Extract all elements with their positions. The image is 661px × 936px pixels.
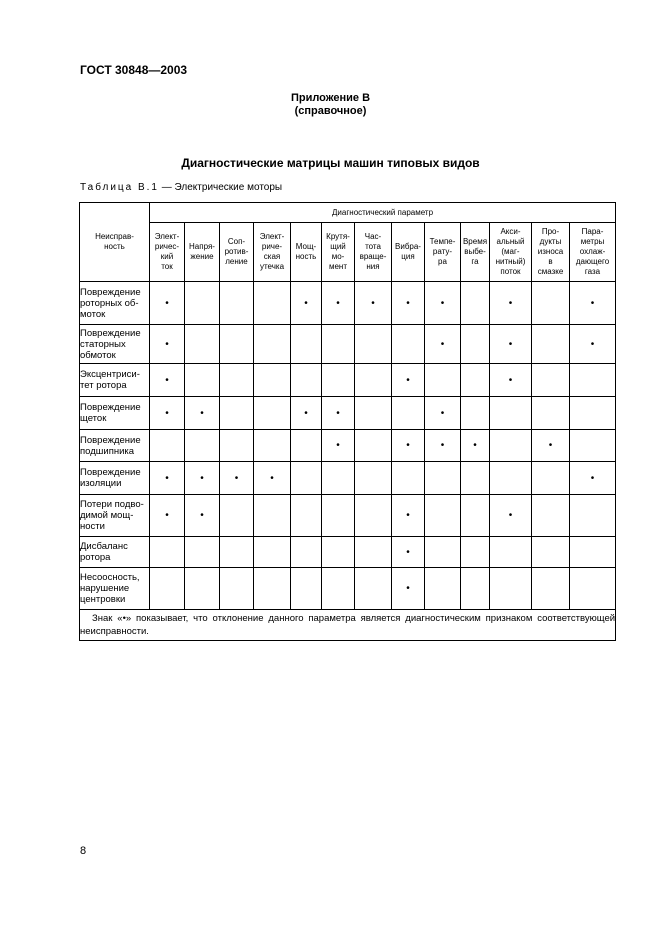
table-row (80, 282, 616, 325)
empty-cell (461, 397, 490, 430)
diagnostic-mark-cell: • (425, 325, 461, 364)
empty-cell (355, 462, 392, 495)
empty-cell (461, 282, 490, 325)
diagnostic-matrix-table (79, 202, 616, 641)
diagnostic-mark-cell: • (490, 325, 532, 364)
empty-cell (185, 537, 220, 568)
empty-cell (355, 568, 392, 610)
empty-cell (532, 282, 570, 325)
table-row (80, 462, 616, 495)
table-row (80, 430, 616, 462)
diagnostic-mark-cell: • (425, 397, 461, 430)
empty-cell (355, 537, 392, 568)
empty-cell (532, 537, 570, 568)
fault-label: Потери подво- димой мощ- ности (80, 495, 150, 537)
parameter-header-3: Соп- ротив- ление (220, 223, 254, 282)
fault-column-header: Неисправ- ность (80, 203, 150, 282)
empty-cell (570, 495, 616, 537)
empty-cell (254, 495, 291, 537)
diagnostic-mark-cell: • (570, 462, 616, 495)
diagnostic-mark-cell: • (392, 495, 425, 537)
diagnostic-mark-cell: • (185, 495, 220, 537)
empty-cell (532, 397, 570, 430)
empty-cell (220, 568, 254, 610)
parameter-header-1: Элект- ричес- кий ток (150, 223, 185, 282)
diagnostic-mark-cell: • (254, 462, 291, 495)
empty-cell (291, 462, 322, 495)
empty-cell (322, 495, 355, 537)
fault-label: Повреждение изоляции (80, 462, 150, 495)
diagnostic-mark-cell: • (355, 282, 392, 325)
standard-designation: ГОСТ 30848—2003 (80, 63, 188, 77)
empty-cell (425, 537, 461, 568)
empty-cell (425, 495, 461, 537)
empty-cell (532, 462, 570, 495)
empty-cell (490, 568, 532, 610)
parameter-header-4: Элект- риче- ская утечка (254, 223, 291, 282)
table-row (80, 568, 616, 610)
parameter-header-12: Про- дукты износа в смазке (532, 223, 570, 282)
diagnostic-mark-cell: • (291, 282, 322, 325)
empty-cell (355, 495, 392, 537)
diagnostic-mark-cell: • (490, 495, 532, 537)
empty-cell (185, 430, 220, 462)
empty-cell (532, 568, 570, 610)
fault-label: Несоосность, нарушение центровки (80, 568, 150, 610)
fault-label: Повреждение щеток (80, 397, 150, 430)
empty-cell (220, 364, 254, 397)
empty-cell (461, 325, 490, 364)
empty-cell (570, 430, 616, 462)
diagnostic-mark-cell: • (392, 430, 425, 462)
empty-cell (425, 364, 461, 397)
diagnostic-mark-cell: • (150, 397, 185, 430)
parameter-header-9: Темпе- рату- ра (425, 223, 461, 282)
empty-cell (322, 462, 355, 495)
parameter-header-2: Напря- жение (185, 223, 220, 282)
empty-cell (220, 430, 254, 462)
table-row (80, 325, 616, 364)
empty-cell (254, 397, 291, 430)
fault-label: Повреждение подшипника (80, 430, 150, 462)
parameter-header-7: Час- тота враще- ния (355, 223, 392, 282)
empty-cell (185, 282, 220, 325)
parameter-header-5: Мощ- ность (291, 223, 322, 282)
empty-cell (461, 537, 490, 568)
table-caption (80, 182, 282, 193)
diagnostic-mark-cell: • (392, 568, 425, 610)
diagnostic-mark-cell: • (490, 282, 532, 325)
table-caption-text: — Электрические моторы (159, 182, 283, 193)
empty-cell (220, 495, 254, 537)
diagnostic-mark-cell: • (150, 495, 185, 537)
empty-cell (291, 364, 322, 397)
page-number: 8 (80, 845, 87, 857)
section-title: Диагностические матрицы машин типовых видов (181, 156, 480, 170)
empty-cell (220, 282, 254, 325)
diagnostic-mark-cell: • (150, 462, 185, 495)
diagnostic-mark-cell: • (220, 462, 254, 495)
parameter-header-10: Время выбе- га (461, 223, 490, 282)
empty-cell (532, 325, 570, 364)
empty-cell (220, 537, 254, 568)
empty-cell (322, 364, 355, 397)
parameter-header-8: Вибра- ция (392, 223, 425, 282)
diagnostic-mark-cell: • (150, 282, 185, 325)
empty-cell (322, 325, 355, 364)
empty-cell (461, 568, 490, 610)
table-row (80, 495, 616, 537)
empty-cell (150, 537, 185, 568)
empty-cell (150, 568, 185, 610)
fault-label: Эксцентриси- тет ротора (80, 364, 150, 397)
empty-cell (490, 430, 532, 462)
empty-cell (392, 397, 425, 430)
empty-cell (254, 282, 291, 325)
empty-cell (461, 364, 490, 397)
table-caption-label: Таблица В.1 (80, 182, 159, 193)
empty-cell (291, 495, 322, 537)
empty-cell (185, 325, 220, 364)
empty-cell (185, 568, 220, 610)
diagnostic-mark-cell: • (425, 282, 461, 325)
table-row (80, 397, 616, 430)
diagnostic-mark-cell: • (322, 430, 355, 462)
empty-cell (570, 537, 616, 568)
empty-cell (220, 397, 254, 430)
diagnostic-mark-cell: • (392, 282, 425, 325)
matrix-body (80, 282, 616, 610)
empty-cell (254, 364, 291, 397)
empty-cell (570, 568, 616, 610)
empty-cell (291, 568, 322, 610)
parameter-header-11: Акси- альный (маг- нитный) поток (490, 223, 532, 282)
diagnostic-mark-cell: • (392, 364, 425, 397)
parameter-group-header: Диагностический параметр (150, 203, 616, 223)
empty-cell (355, 397, 392, 430)
empty-cell (490, 462, 532, 495)
diagnostic-mark-cell: • (570, 325, 616, 364)
appendix-subtitle: (справочное) (294, 105, 367, 117)
empty-cell (254, 568, 291, 610)
fault-label: Повреждение статорных обмоток (80, 325, 150, 364)
empty-cell (490, 397, 532, 430)
diagnostic-mark-cell: • (490, 364, 532, 397)
table-row (80, 537, 616, 568)
appendix-heading (0, 92, 661, 118)
diagnostic-mark-cell: • (425, 430, 461, 462)
empty-cell (355, 325, 392, 364)
empty-cell (291, 537, 322, 568)
diagnostic-mark-cell: • (322, 282, 355, 325)
empty-cell (291, 430, 322, 462)
empty-cell (532, 364, 570, 397)
empty-cell (185, 364, 220, 397)
empty-cell (254, 325, 291, 364)
parameter-header-row (80, 223, 616, 282)
parameter-header-13: Пара- метры охлаж- дающего газа (570, 223, 616, 282)
diagnostic-mark-cell: • (150, 325, 185, 364)
fault-label: Дисбаланс ротора (80, 537, 150, 568)
empty-cell (355, 430, 392, 462)
empty-cell (254, 430, 291, 462)
empty-cell (570, 397, 616, 430)
diagnostic-mark-cell: • (461, 430, 490, 462)
diagnostic-mark-cell: • (291, 397, 322, 430)
diagnostic-mark-cell: • (150, 364, 185, 397)
empty-cell (150, 430, 185, 462)
empty-cell (532, 495, 570, 537)
diagnostic-mark-cell: • (532, 430, 570, 462)
appendix-title: Приложение В (290, 92, 371, 104)
empty-cell (291, 325, 322, 364)
diagnostic-mark-cell: • (392, 537, 425, 568)
empty-cell (392, 325, 425, 364)
table-note: Знак «•» показывает, что отклонение данного параметра является диагностическим признаком соответствующей неисправности. (80, 610, 616, 641)
empty-cell (322, 537, 355, 568)
empty-cell (355, 364, 392, 397)
empty-cell (425, 568, 461, 610)
empty-cell (425, 462, 461, 495)
empty-cell (392, 462, 425, 495)
empty-cell (254, 537, 291, 568)
table-row (80, 364, 616, 397)
diagnostic-mark-cell: • (185, 462, 220, 495)
fault-label: Повреждение роторных об- моток (80, 282, 150, 325)
diagnostic-mark-cell: • (570, 282, 616, 325)
empty-cell (490, 537, 532, 568)
empty-cell (461, 462, 490, 495)
empty-cell (570, 364, 616, 397)
empty-cell (220, 325, 254, 364)
diagnostic-mark-cell: • (185, 397, 220, 430)
parameter-header-6: Крутя- щий мо- мент (322, 223, 355, 282)
empty-cell (461, 495, 490, 537)
diagnostic-mark-cell: • (322, 397, 355, 430)
empty-cell (322, 568, 355, 610)
